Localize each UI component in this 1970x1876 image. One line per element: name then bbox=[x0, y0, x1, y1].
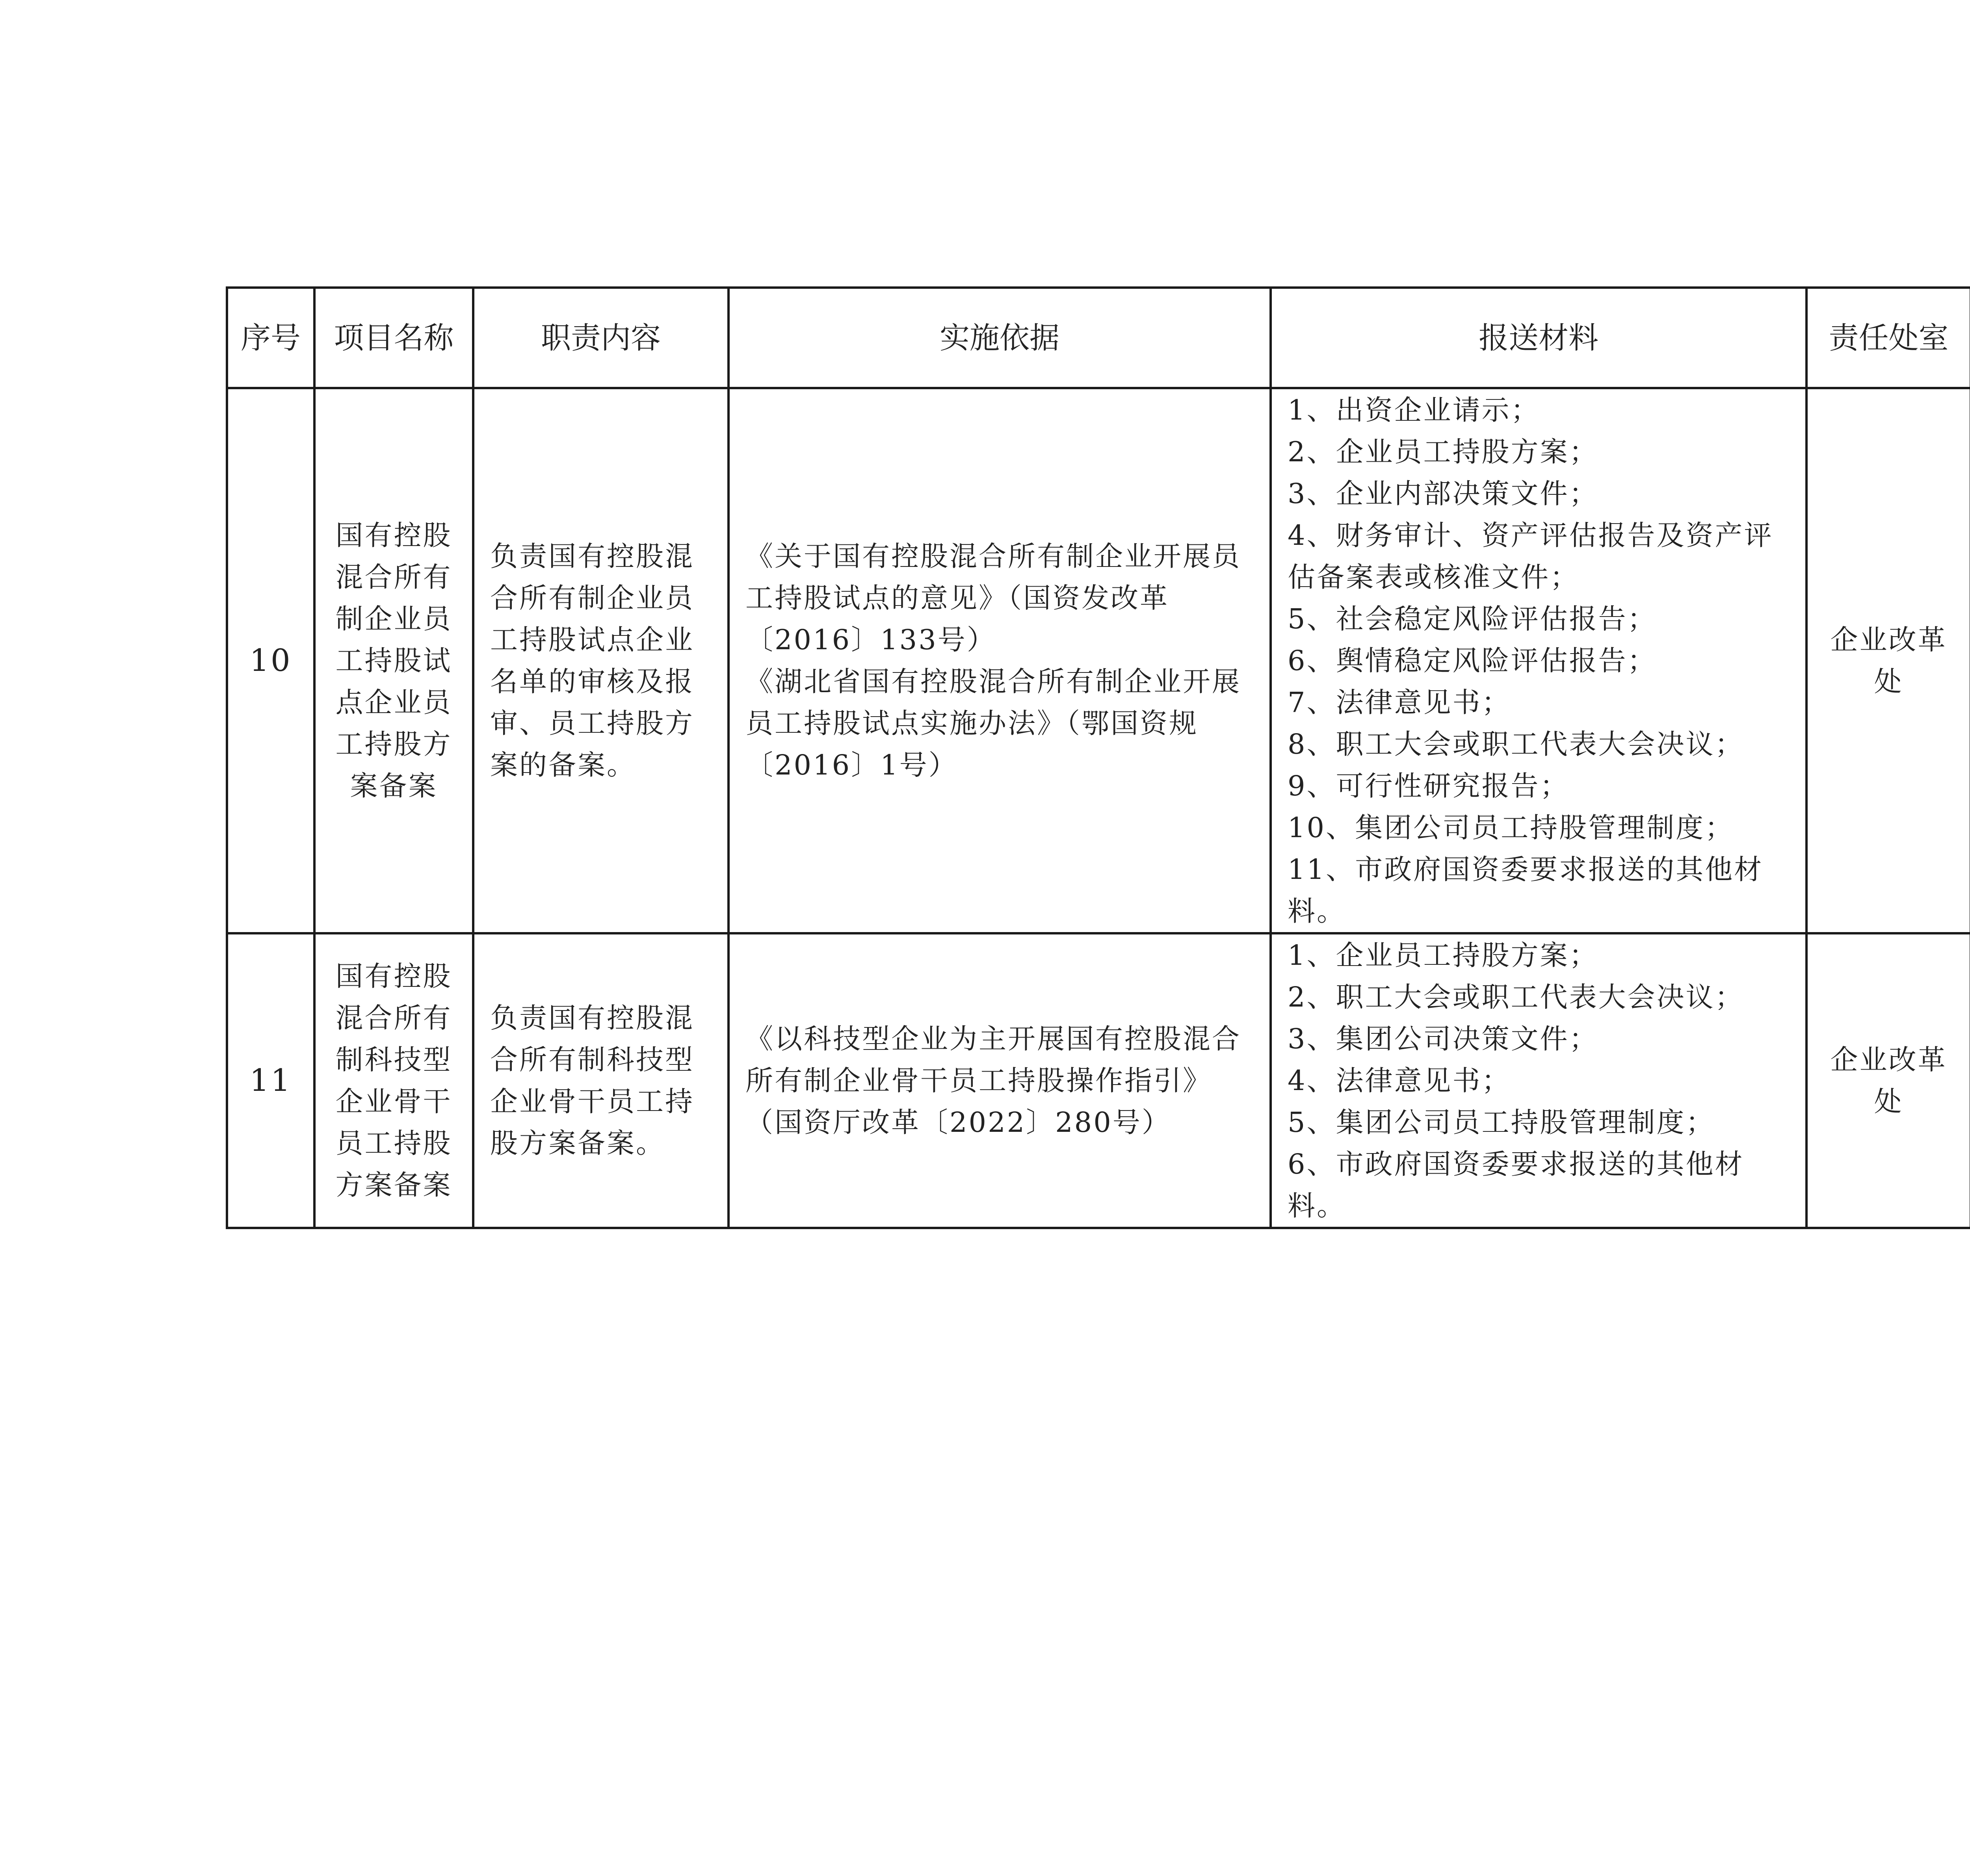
cell-materials bbox=[1271, 388, 1806, 933]
basis-item: 《关于国有控股混合所有制企业开展员工持股试点的意见》（国资发改革〔2016〕133号） bbox=[745, 540, 1241, 656]
header-materials: 报送材料 bbox=[1271, 288, 1806, 388]
cell-office: 企业改革处 bbox=[1806, 388, 1970, 933]
material-item: 7、法律意见书； bbox=[1288, 686, 1511, 719]
material-item: 4、财务审计、资产评估报告及资产评估备案表或核准文件； bbox=[1288, 519, 1773, 593]
material-item: 11、市政府国资委要求报送的其他材料。 bbox=[1288, 853, 1764, 927]
material-item: 8、职工大会或职工代表大会决议； bbox=[1288, 728, 1744, 760]
material-item: 2、企业员工持股方案； bbox=[1288, 436, 1598, 468]
cell-seq: 11 bbox=[227, 933, 314, 1228]
cell-seq: 10 bbox=[227, 388, 314, 933]
basis-item: 《以科技型企业为主开展国有控股混合所有制企业骨干员工持股操作指引》（国资厅改革〔2022〕280号） bbox=[745, 1023, 1241, 1139]
table-row bbox=[227, 933, 1970, 1228]
table-row bbox=[227, 388, 1970, 933]
responsibility-table bbox=[226, 286, 1970, 1229]
material-item: 3、企业内部决策文件； bbox=[1288, 477, 1598, 510]
cell-duty: 负责国有控股混合所有制科技型企业骨干员工持股方案备案。 bbox=[473, 933, 729, 1228]
basis-item: 《湖北省国有控股混合所有制企业开展员工持股试点实施办法》（鄂国资规〔2016〕1号） bbox=[745, 665, 1241, 781]
material-item: 3、集团公司决策文件； bbox=[1288, 1023, 1598, 1055]
header-basis: 实施依据 bbox=[729, 288, 1271, 388]
material-item: 1、出资企业请示； bbox=[1288, 394, 1540, 426]
material-item: 2、职工大会或职工代表大会决议； bbox=[1288, 981, 1744, 1013]
cell-office: 企业改革处 bbox=[1806, 933, 1970, 1228]
header-duty: 职责内容 bbox=[473, 288, 729, 388]
material-item: 9、可行性研究报告； bbox=[1288, 770, 1569, 802]
header-row bbox=[227, 288, 1970, 388]
material-item: 5、集团公司员工持股管理制度； bbox=[1288, 1106, 1715, 1139]
cell-basis bbox=[729, 388, 1271, 933]
header-office: 责任处室 bbox=[1806, 288, 1970, 388]
material-item: 6、舆情稳定风险评估报告； bbox=[1288, 645, 1657, 677]
header-seq: 序号 bbox=[227, 288, 314, 388]
cell-project-name: 国有控股混合所有制企业员工持股试点企业员工持股方案备案 bbox=[314, 388, 473, 933]
material-item: 1、企业员工持股方案； bbox=[1288, 939, 1598, 971]
cell-project-name: 国有控股混合所有制科技型企业骨干员工持股方案备案 bbox=[314, 933, 473, 1228]
material-item: 6、市政府国资委要求报送的其他材料。 bbox=[1288, 1148, 1744, 1222]
material-item: 4、法律意见书； bbox=[1288, 1064, 1511, 1097]
cell-basis bbox=[729, 933, 1271, 1228]
cell-duty: 负责国有控股混合所有制企业员工持股试点企业名单的审核及报审、员工持股方案的备案。 bbox=[473, 388, 729, 933]
material-item: 5、社会稳定风险评估报告； bbox=[1288, 603, 1657, 635]
cell-materials bbox=[1271, 933, 1806, 1228]
material-item: 10、集团公司员工持股管理制度； bbox=[1288, 812, 1734, 844]
header-project-name: 项目名称 bbox=[314, 288, 473, 388]
